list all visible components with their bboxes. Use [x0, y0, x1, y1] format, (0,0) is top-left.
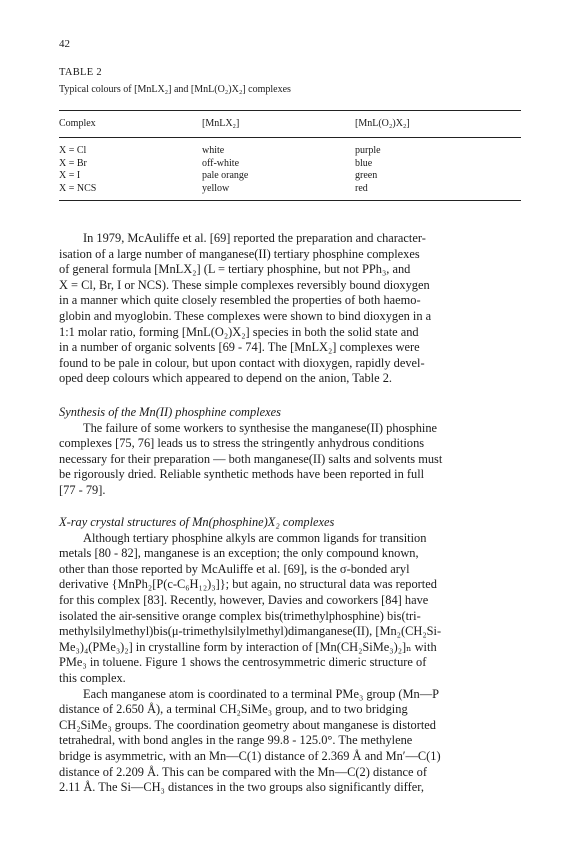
- table-row: [59, 170, 521, 183]
- table-row: [59, 145, 521, 158]
- text-line: metals [80 - 82], manganese is an exception; the only compound known,: [59, 546, 419, 561]
- section-synthesis: [59, 405, 521, 499]
- page-number: 42: [59, 38, 70, 50]
- table-bottom-rule: [59, 200, 521, 201]
- text-line: necessary for their preparation — both manganese(II) salts and solvents must: [59, 451, 443, 466]
- text-line: tetrahedral, with bond angles in the range 99.8 - 125.0°. The methylene: [59, 733, 413, 748]
- text-line: CH₂SiMe₃ groups. The coordination geometry about manganese is distorted: [59, 717, 436, 732]
- section-heading: X-ray crystal structures of Mn(phosphine)X₂ complexes: [59, 515, 335, 529]
- text-line: Each manganese atom is coordinated to a terminal PMe₃ group (Mn—P: [83, 686, 439, 701]
- table-cell: white: [202, 145, 225, 156]
- text-line: globin and myoglobin. These complexes were shown to bind dioxygen in a: [59, 308, 432, 323]
- paragraph-intro: [59, 231, 521, 387]
- section-xray: [59, 515, 521, 796]
- text-line: 1:1 molar ratio, forming [MnL(O₂)X₂] species in both the solid state and: [59, 324, 419, 339]
- table-header-rule: [59, 137, 521, 138]
- text-line: methylsilylmethyl)bis(μ-trimethylsilylmethyl)dimanganese(II), [Mn₂(CH₂Si-: [59, 624, 442, 639]
- table-row: [59, 158, 521, 171]
- table-header-row: [59, 118, 521, 131]
- table-label: TABLE 2: [59, 67, 102, 78]
- table-body: [59, 145, 521, 195]
- table-header-mnlo2x2: [MnL(O₂)X₂]: [355, 118, 410, 129]
- text-line: in a number of organic solvents [69 - 74]. The [MnLX₂] complexes were: [59, 340, 420, 355]
- text-line: [77 - 79].: [59, 482, 106, 497]
- text-line: distance of 2.209 Å. This can be compared with the Mn—C(2) distance of: [59, 764, 427, 779]
- table-cell: red: [355, 182, 368, 194]
- text-line: complexes [75, 76] leads us to stress the stringently anhydrous conditions: [59, 436, 425, 451]
- text-line: 2.11 Å. The Si—CH₃ distances in the two groups also significantly differ,: [59, 780, 424, 795]
- text-line: found to be pale in colour, but upon contact with dioxygen, rapidly devel-: [59, 355, 425, 370]
- table-cell: green: [355, 170, 378, 181]
- section-heading: Synthesis of the Mn(II) phosphine complexes: [59, 405, 281, 419]
- text-line: bridge is asymmetric, with an Mn—C(1) distance of 2.369 Å and Mn′—C(1): [59, 748, 441, 763]
- table-row: [59, 183, 521, 196]
- table-top-rule: [59, 110, 521, 111]
- table-cell: X = Br: [59, 157, 87, 169]
- table-cell: X = NCS: [59, 182, 97, 194]
- table-cell: blue: [355, 157, 373, 169]
- text-line: Me₃)₄(PMe₃)₂] in crystalline form by interaction of [Mn(CH₂SiMe₃)₂]ₙ with: [59, 639, 437, 654]
- text-line: in a manner which quite closely resembled the properties of both haemo-: [59, 293, 421, 308]
- text-line: be rigorously dried. Reliable synthetic methods have been reported in full: [59, 467, 425, 482]
- table-header-complex: Complex: [59, 118, 96, 129]
- text-line: In 1979, McAuliffe et al. [69] reported the preparation and character-: [83, 231, 426, 245]
- table-caption: Typical colours of [MnLX₂] and [MnL(O₂)X₂] complexes: [59, 84, 291, 95]
- table-cell: X = I: [59, 170, 81, 181]
- text-line: isation of a large number of manganese(II) tertiary phosphine complexes: [59, 246, 420, 261]
- table-cell: purple: [355, 145, 381, 156]
- text-line: distance of 2.650 Å), a terminal CH₂SiMe₃ group, and to two bridging: [59, 702, 408, 717]
- table-header-mnlx2: [MnLX₂]: [202, 118, 240, 129]
- text-line: Although tertiary phosphine alkyls are common ligands for transition: [83, 530, 427, 545]
- text-line: of general formula [MnLX₂] (L = tertiary phosphine, but not PPh₃, and: [59, 262, 411, 277]
- text-line: PMe₃ in toluene. Figure 1 shows the centrosymmetric dimeric structure of: [59, 655, 427, 670]
- text-line: this complex.: [59, 670, 126, 685]
- text-line: X = Cl, Br, I or NCS). These simple complexes reversibly bound dioxygen: [59, 277, 430, 292]
- table-cell: X = Cl: [59, 145, 87, 156]
- text-line: other than those reported by McAuliffe et al. [69], is the σ-bonded aryl: [59, 561, 410, 576]
- text-line: The failure of some workers to synthesise the manganese(II) phosphine: [83, 420, 438, 435]
- table-cell: yellow: [202, 182, 230, 194]
- text-line: isolated the air-sensitive orange complex bis(trimethylphosphine) bis(tri-: [59, 608, 421, 623]
- text-line: derivative {MnPh₂[P(c-C₆H₁₂)₃]}; but again, no structural data was reported: [59, 577, 437, 592]
- table-cell: pale orange: [202, 170, 249, 181]
- text-line: oped deep colours which appeared to depend on the anion, Table 2.: [59, 371, 392, 386]
- table-cell: off-white: [202, 157, 240, 169]
- text-line: for this complex [83]. Recently, however, Davies and coworkers [84] have: [59, 592, 429, 607]
